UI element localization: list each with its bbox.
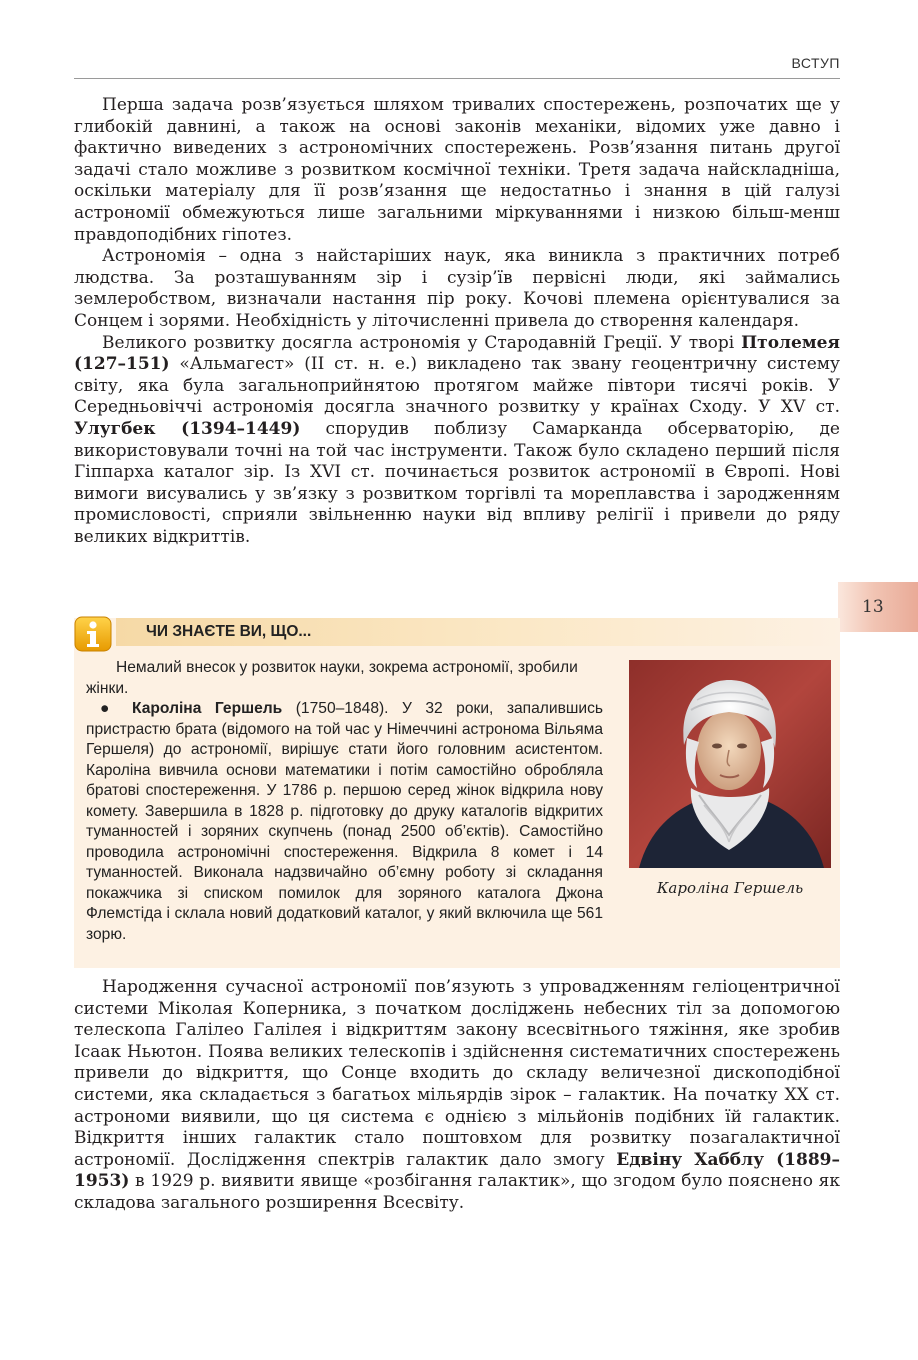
herschel-name: Кароліна Гершель — [132, 700, 283, 717]
portrait-caption: Кароліна Гершель — [656, 879, 804, 897]
section-header: ВСТУП — [791, 55, 840, 71]
bullet-mark: ● — [100, 700, 119, 717]
info-icon — [72, 614, 116, 654]
paragraph-oldest-science: Астрономія – одна з найстаріших наук, яка виникла з практичних потреб людства. За розташуванням зір і сузір’їв первісні люди, які займались землеробством, визначали настання пір року. Кочові племена орієнтувалися за Сонцем і зорями. Необхідність у літочисленні привела до створення календаря. — [74, 246, 840, 331]
ptolemy-name: Птолемея (127–151) — [74, 332, 840, 375]
hubble-name: Едвіну Хабблу (1889–1953) — [74, 1149, 840, 1192]
paragraph-tasks: Перша задача розв’язується шляхом тривалих спостережень, розпочатих ще у глибокій давнині, а також на основі законів механіки, відомих уже давно і фактично виведених з астрономічних спостережень. Розв’язання питань другої задачі стало можливе з розвитком космічної техніки. Третя задача найскладніша, оскільки матеріалу для її розв’язання ще недостатньо і знання в цій галузі астрономії обмежуються лише загальними міркуваннями і низкою більш-менш правдоподібних гіпотез. — [74, 95, 840, 245]
main-text-bottom — [74, 977, 840, 1215]
caroline-herschel-portrait — [629, 660, 831, 868]
main-text-top — [74, 95, 840, 548]
did-you-know-box — [74, 618, 840, 968]
infobox-title-bar — [116, 618, 840, 646]
infobox-biography: ● Кароліна Гершель (1750–1848). У 32 роки, запалившись пристрастю брата (відомого на той час у Німеччині астронома Вільяма Гершеля) до астрономії, вирішує стати його головним асистентом. Кароліна вивчила основи математики і потім самостійно обробляла братові спостереження. У 1786 р. першою серед жінок відкрила нову комету. Завершила в 1828 р. підготовку до друку каталогів відкритих туманностей і зоряних скупчень (понад 2500 об’єктів). Самостійно проводила астрономічні спостереження. Відкрила 8 комет і 14 туманностей. Виконала надзвичайно об’ємну роботу зі складання покажчика зі списком помилок для зоряного каталога Джона Флемстіда і склала новий додатковий каталог, у який включила ще 561 зорю. — [86, 700, 603, 943]
infobox-text — [86, 658, 831, 945]
paragraph-history: Великого розвитку досягла астрономія у Стародавній Греції. У творі Птолемея (127–151) «Альмагест» (ІІ ст. н. е.) викладено так звану геоцентричну систему світу, яка була загальноприйнятою протягом майже півтори тисячі років. У Середньовіччі астрономія досягла значного розвитку у країнах Сходу. У XV ст. Улугбек (1394–1449) спорудив поблизу Самарканда обсерваторію, де використовували точні на той час інструменти. Також було складено перший після Гіппарха каталог зір. Із XVI ст. починається розвиток астрономії в Європі. Нові вимоги висувались у зв’язку з розвитком торгівлі та мореплавства і зародженням промисловості, сприяли звільненню науки від впливу релігії і привели до ряду великих відкриттів. — [74, 332, 840, 547]
portrait-figure — [615, 660, 831, 920]
page-number-tab — [838, 582, 918, 632]
ulugbek-name: Улугбек (1394–1449) — [74, 418, 301, 439]
infobox-title: ЧИ ЗНАЄТЕ ВИ, ЩО... — [146, 623, 312, 640]
page-number: 13 — [862, 597, 884, 617]
header-divider — [74, 78, 840, 79]
infobox-intro: Немалий внесок у розвиток науки, зокрема астрономії, зробили жінки. — [86, 659, 578, 697]
paragraph-modern-astronomy: Народження сучасної астрономії пов’язують з упровадженням геліоцентричної системи Міколая Коперника, з початком досліджень небесних тіл за допомогою телескопа Галілео Галілея і відкриттям закону всесвітнього тяжіння, яке зробив Ісаак Ньютон. Поява великих телескопів і здійснення систематичних спостережень привели до відкриття, що Сонце входить до складу величезної дископодібної системи, яка складається з багатьох мільярдів зірок – галактик. На початку XX ст. астрономи виявили, що ця система є однією з мільйонів подібних їй галактик. Відкриття інших галактик стало поштовхом для розвитку позагалактичної астрономії. Дослідження спектрів галактик дало змогу Едвіну Хабблу (1889–1953) в 1929 р. виявити явище «розбігання галактик», що згодом було пояснено як складова загального розширення Всесвіту. — [74, 977, 840, 1213]
